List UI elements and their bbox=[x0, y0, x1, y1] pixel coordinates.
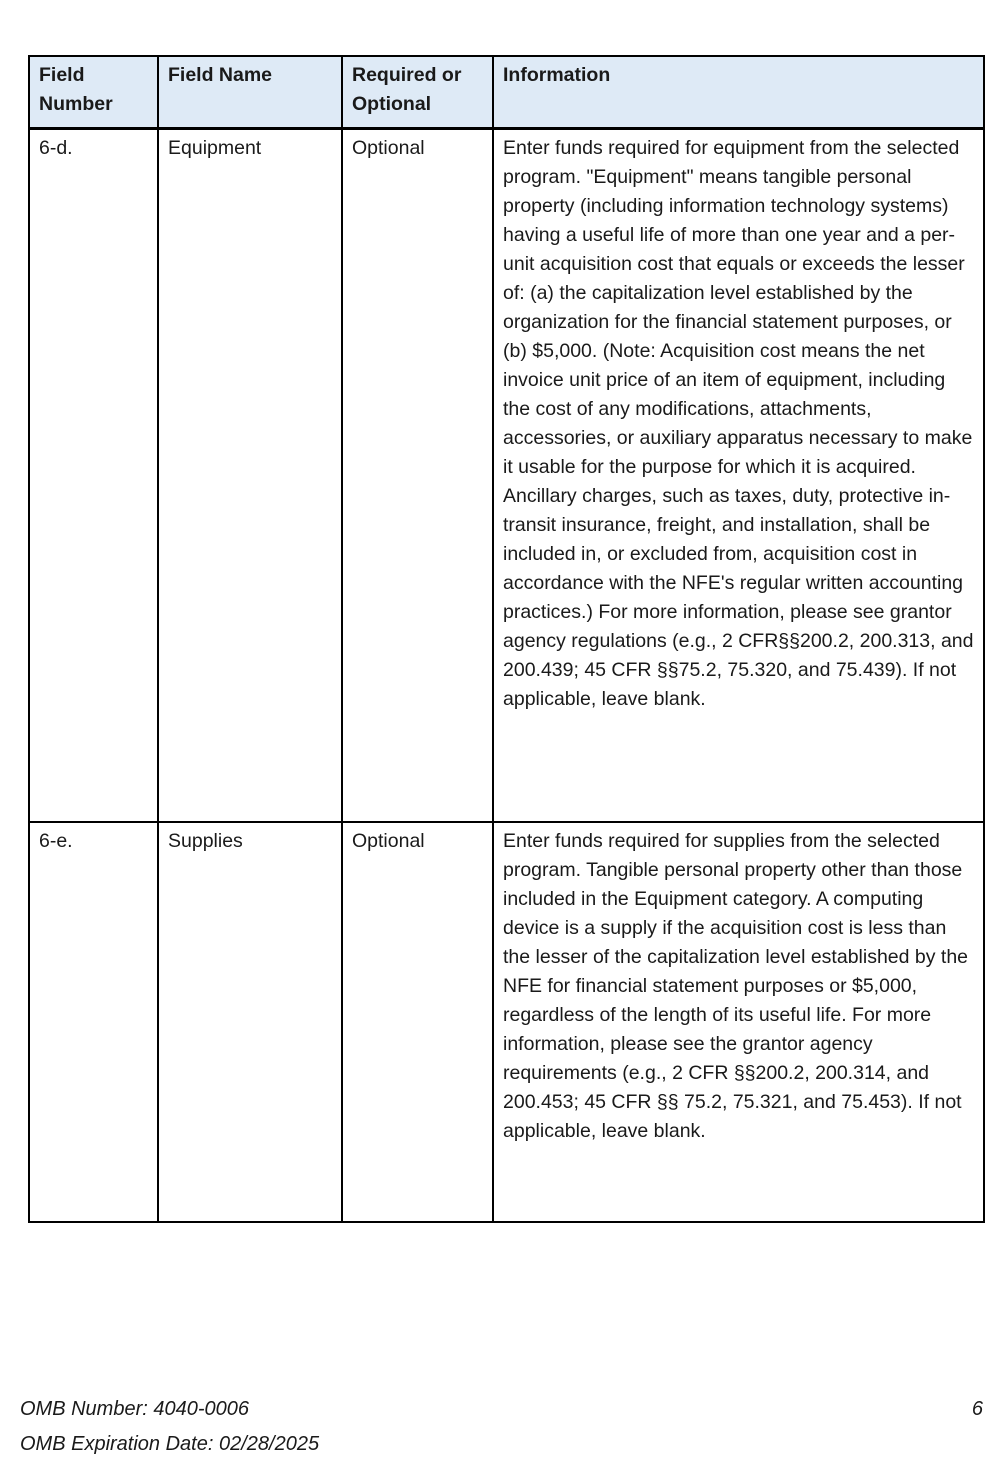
page-footer bbox=[20, 1392, 983, 1462]
table-row bbox=[29, 129, 984, 823]
table-row bbox=[29, 822, 984, 1222]
information-cell: Enter funds required for equipment from the selected program. "Equipment" means tangible personal property (including information technology systems) having a useful life of more than one year and a per-unit acquisition cost that equals or exceeds the lesser of: (a) the capitalization level established by the organization for the financial statement purposes, or (b) $5,000. (Note: Acquisition cost means the net invoice unit price of an item of equipment, including the cost of any modifications, attachments, accessories, or auxiliary apparatus necessary to make it usable for the purpose for which it is acquired. Ancillary charges, such as taxes, duty, protective in- transit insurance, freight, and installation, shall be included in, or excluded from, acquisition cost in accordance with the NFE's regular written accounting practices.) For more information, please see grantor agency regulations (e.g., 2 CFR§§200.2, 200.313, and 200.439; 45 CFR §§75.2, 75.320, and 75.439). If not applicable, leave blank. bbox=[493, 129, 984, 823]
field-number-cell: 6-e. bbox=[29, 822, 158, 1222]
field-number-cell: 6-d. bbox=[29, 129, 158, 823]
page-number: 6 bbox=[971, 1398, 983, 1420]
column-header-required-or-optional: Required or Optional bbox=[342, 56, 493, 129]
required-or-optional-cell: Optional bbox=[342, 822, 493, 1222]
field-instructions-table bbox=[28, 55, 985, 1223]
required-or-optional-cell: Optional bbox=[342, 129, 493, 823]
field-name-cell: Equipment bbox=[158, 129, 342, 823]
field-name-cell: Supplies bbox=[158, 822, 342, 1222]
table-header-row bbox=[29, 56, 984, 129]
column-header-information: Information bbox=[493, 56, 984, 129]
omb-number-line: OMB Number: 4040-0006 bbox=[20, 1398, 250, 1420]
column-header-field-number: Field Number bbox=[29, 56, 158, 129]
omb-expiration-line: OMB Expiration Date: 02/28/2025 bbox=[20, 1433, 320, 1455]
information-cell: Enter funds required for supplies from the selected program. Tangible personal property other than those included in the Equipment category. A computing device is a supply if the acquisition cost is less than the lesser of the capitalization level established by the NFE for financial statement purposes or $5,000, regardless of the length of its useful life. For more information, please see the grantor agency requirements (e.g., 2 CFR §§200.2, 200.314, and 200.453; 45 CFR §§ 75.2, 75.321, and 75.453). If not applicable, leave blank. bbox=[493, 822, 984, 1222]
column-header-field-name: Field Name bbox=[158, 56, 342, 129]
